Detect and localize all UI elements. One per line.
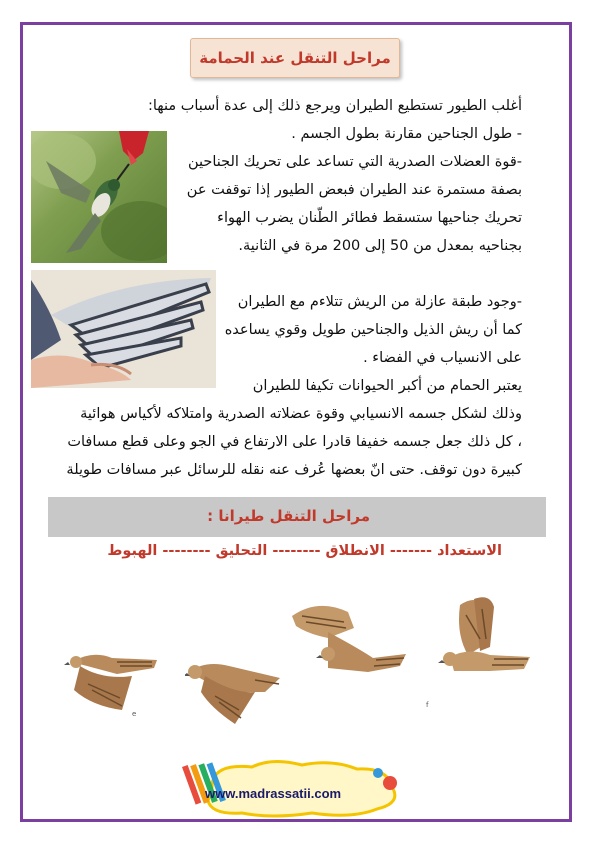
pigeon-line: ، كل ذلك جعل جسمه خفيفا قادرا على الارتفاع في الجو وعلى قطع مسافات <box>67 434 522 450</box>
bird-label-right: f <box>426 701 429 709</box>
feathers-line: -وجود طبقة عازلة من الريش تتلاءم مع الطيران <box>237 294 522 310</box>
bird-label-left: e <box>132 710 137 718</box>
intro-line: بجناحيه بمعدل من 50 إلى 200 مرة في الثانية. <box>238 238 522 254</box>
feathers-line: كما أن ريش الذيل والجناحين طويل وقوي يساعده <box>224 322 522 338</box>
intro-line: بصفة مستمرة عند الطيران فبعض الطيور إذا توقفت عن <box>186 182 522 198</box>
bird-ready-illustration <box>420 595 540 715</box>
flight-stages: الاستعداد ------- الانطلاق -------- التحليق -------- الهبوط <box>107 543 502 559</box>
flight-section-heading: مراحل التنقل طيرانا : <box>48 497 546 537</box>
intro-line: -قوة العضلات الصدرية التي تساعد على تحريك الجناحين <box>187 154 522 170</box>
feathers-paragraph <box>210 288 522 372</box>
intro-line: تحريك جناحيها ستسقط فطائر الطّنان يضرب الهواء <box>217 210 522 226</box>
intro-line: - طول الجناحين مقارنة بطول الجسم . <box>291 126 522 142</box>
intro-paragraph <box>147 92 522 260</box>
bird-landing-illustration <box>62 640 167 720</box>
bird-takeoff-illustration <box>288 598 412 708</box>
pigeon-wing-image <box>31 270 216 388</box>
hummingbird-image <box>31 131 167 263</box>
intro-line: أغلب الطيور تستطيع الطيران ويرجع ذلك إلى عدة أسباب منها: <box>147 98 522 114</box>
pigeon-paragraph <box>60 372 522 484</box>
pigeon-line: يعتبر الحمام من أكبر الحيوانات تكيفا للطيران <box>252 378 522 394</box>
footer-url[interactable]: www.madrassatii.com <box>205 786 342 801</box>
bird-gliding-illustration <box>185 648 295 728</box>
pigeon-line: كبيرة دون توقف. حتى انّ بعضها عُرف عنه نقله للرسائل عبر مسافات طويلة <box>66 462 522 478</box>
pigeon-line: وذلك لشكل جسمه الانسيابي وقوة عضلاته الصدرية وامتلاكه لأكياس هوائية <box>80 406 522 422</box>
feathers-line: على الانسياب في الفضاء . <box>363 350 522 366</box>
page-title: مراحل التنقل عند الحمامة <box>190 38 400 78</box>
